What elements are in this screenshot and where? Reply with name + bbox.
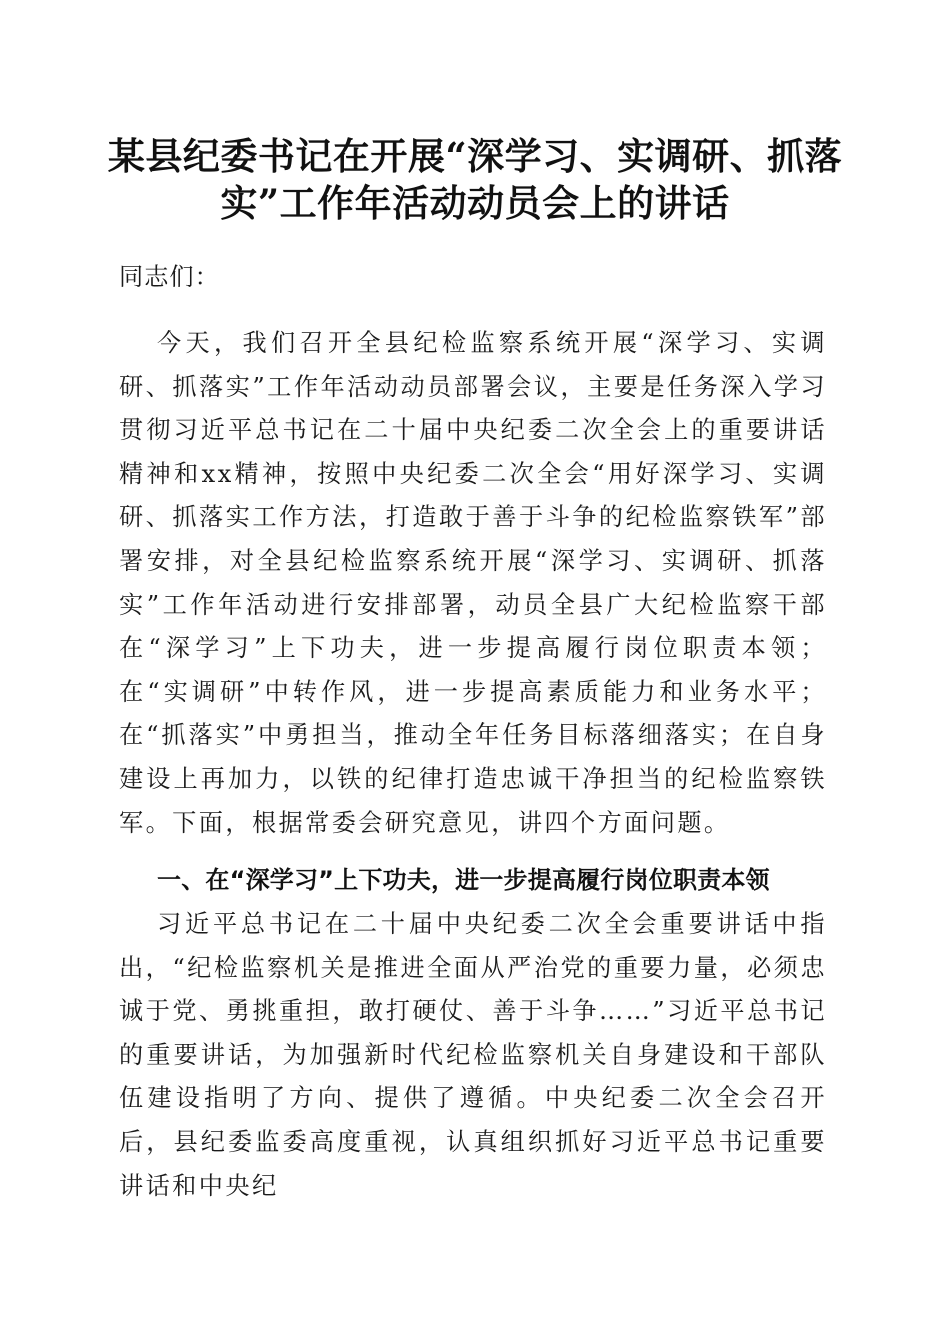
salutation: 同志们：	[119, 263, 220, 291]
paragraph-1: 今天，我们召开全县纪检监察系统开展“深学习、实调研、抓落实”工作年活动动员部署会议，主要是任务深入学习贯彻习近平总书记在二十届中央纪委二次全会上的重要讲话精神和xx精神，按照中央纪委二次全会“用好深学习、实调研、抓落实工作方法，打造敢于善于斗争的纪检监察铁军”部署安排，对全县纪检监察系统开展“深学习、实调研、抓落实”工作年活动进行安排部署，动员全县广大纪检监察干部在“深学习”上下功夫，进一步提高履行岗位职责本领；在“实调研”中转作风，进一步提高素质能力和业务水平；在“抓落实”中勇担当，推动全年任务目标落细落实；在自身建设上再加力，以铁的纪律打造忠诚干净担当的纪检监察铁军。下面，根据常委会研究意见，讲四个方面问题。	[119, 329, 827, 837]
title-line-1: 某县纪委书记在开展“深学习、实调研、抓落	[107, 134, 843, 178]
title-line-2: 实”工作年活动动员会上的讲话	[220, 181, 730, 225]
paragraph-2: 习近平总书记在二十届中央纪委二次全会重要讲话中指出，“纪检监察机关是推进全面从严治党的重要力量，必须忠诚于党、勇挑重担，敢打硬仗、善于斗争……”习近平总书记的重要讲话，为加强新时代纪检监察机关自身建设和干部队伍建设指明了方向、提供了遵循。中央纪委二次全会召开后，县纪委监委高度重视，认真组织抓好习近平总书记重要讲话和中央纪	[119, 910, 827, 1200]
document-title	[100, 133, 850, 227]
section-heading-1: 一、在“深学习”上下功夫，进一步提高履行岗位职责本领	[157, 866, 770, 894]
